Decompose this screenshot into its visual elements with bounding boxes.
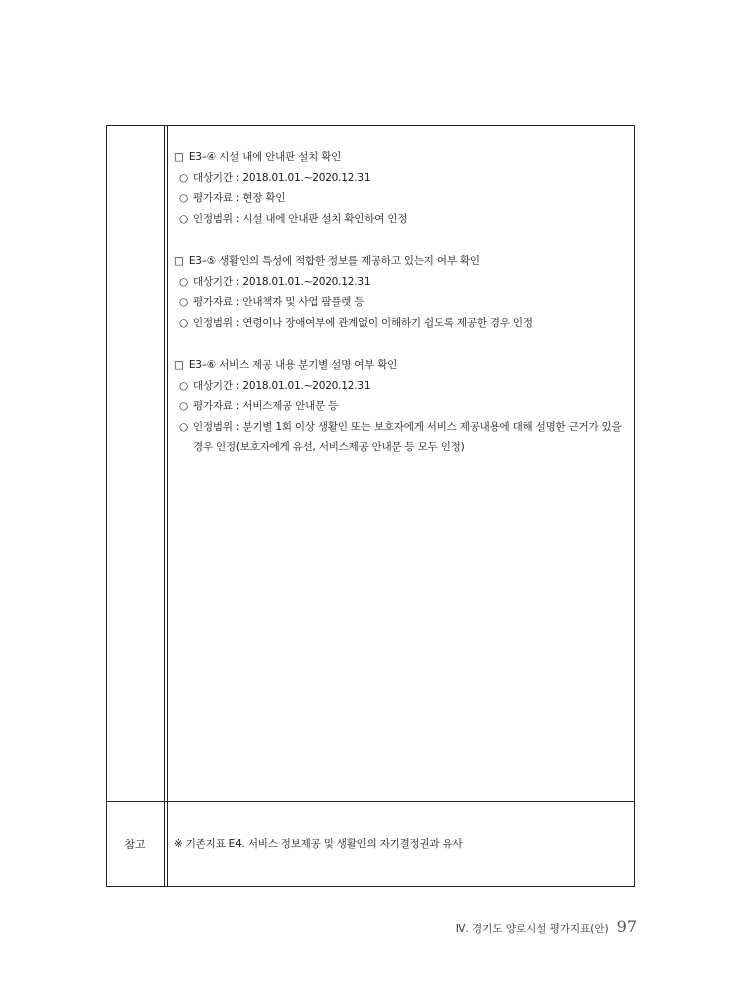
- section-heading-text: E3–⑤ 생활인의 특성에 적합한 정보를 제공하고 있는지 여부 확인: [188, 255, 480, 267]
- bullet-item: [174, 396, 629, 417]
- criteria-section-e3-6: [174, 355, 629, 458]
- circle-bullet-icon: ○: [179, 420, 188, 433]
- bullet-text: 인정범위 : 분기별 1회 이상 생활인 또는 보호자에게 서비스 제공내용에 대해 설명한 근거가 있을 경우 인정(보호자에게 유선, 서비스제공 안내문 등 모두 인정): [193, 420, 622, 453]
- bullet-item: [174, 168, 629, 189]
- bullet-text: 평가자료 : 안내책자 및 사업 팜플렛 등: [193, 296, 365, 308]
- bullet-text: 인정범위 : 연령이나 장애여부에 관계없이 이해하기 쉽도록 제공한 경우 인정: [193, 316, 533, 329]
- circle-bullet-icon: ○: [179, 379, 188, 392]
- checkbox-square-icon: □: [174, 359, 184, 371]
- bullet-text: 인정범위 : 시설 내에 안내판 설치 확인하여 인정: [193, 212, 408, 225]
- bullet-item: [174, 209, 629, 230]
- circle-bullet-icon: ○: [179, 296, 188, 308]
- bullet-item: [174, 188, 629, 209]
- circle-bullet-icon: ○: [179, 212, 188, 225]
- section-heading-text: E3–④ 시설 내에 안내판 설치 확인: [188, 151, 342, 163]
- bullet-text: 대상기간 : 2018.01.01.~2020.12.31: [193, 379, 371, 392]
- circle-bullet-icon: ○: [179, 275, 188, 288]
- bullet-text: 평가자료 : 서비스제공 안내문 등: [193, 400, 339, 412]
- bullet-text: 평가자료 : 현장 확인: [193, 192, 286, 204]
- section-heading: [174, 355, 629, 376]
- bullet-item: [174, 313, 629, 334]
- page-number: 97: [616, 917, 637, 936]
- reference-label: 참고: [124, 838, 146, 851]
- checkbox-square-icon: □: [174, 151, 184, 163]
- criteria-section-e3-4: [174, 147, 629, 229]
- criteria-content: [174, 147, 629, 480]
- row-divider: [106, 801, 635, 802]
- bullet-text: 대상기간 : 2018.01.01.~2020.12.31: [193, 171, 371, 184]
- circle-bullet-icon: ○: [179, 171, 188, 184]
- section-heading: [174, 251, 629, 272]
- bullet-item: [174, 376, 629, 397]
- checkbox-square-icon: □: [174, 255, 184, 267]
- bullet-item: [174, 417, 629, 458]
- page-footer: [456, 917, 637, 936]
- section-heading-text: E3–⑥ 서비스 제공 내용 분기별 설명 여부 확인: [188, 359, 398, 371]
- bullet-text: 대상기간 : 2018.01.01.~2020.12.31: [193, 275, 371, 288]
- circle-bullet-icon: ○: [179, 316, 188, 329]
- column-divider: [164, 125, 165, 887]
- bullet-item: [174, 272, 629, 293]
- criteria-section-e3-5: [174, 251, 629, 333]
- bullet-item: [174, 292, 629, 313]
- footer-title: Ⅳ. 경기도 양로시설 평가지표(안): [455, 923, 609, 935]
- circle-bullet-icon: ○: [179, 192, 188, 204]
- column-divider-double: [167, 125, 168, 887]
- reference-text: ※ 기존지표 E4. 서비스 정보제공 및 생활인의 자기결정권과 유사: [174, 838, 463, 850]
- section-heading: [174, 147, 629, 168]
- circle-bullet-icon: ○: [179, 400, 188, 412]
